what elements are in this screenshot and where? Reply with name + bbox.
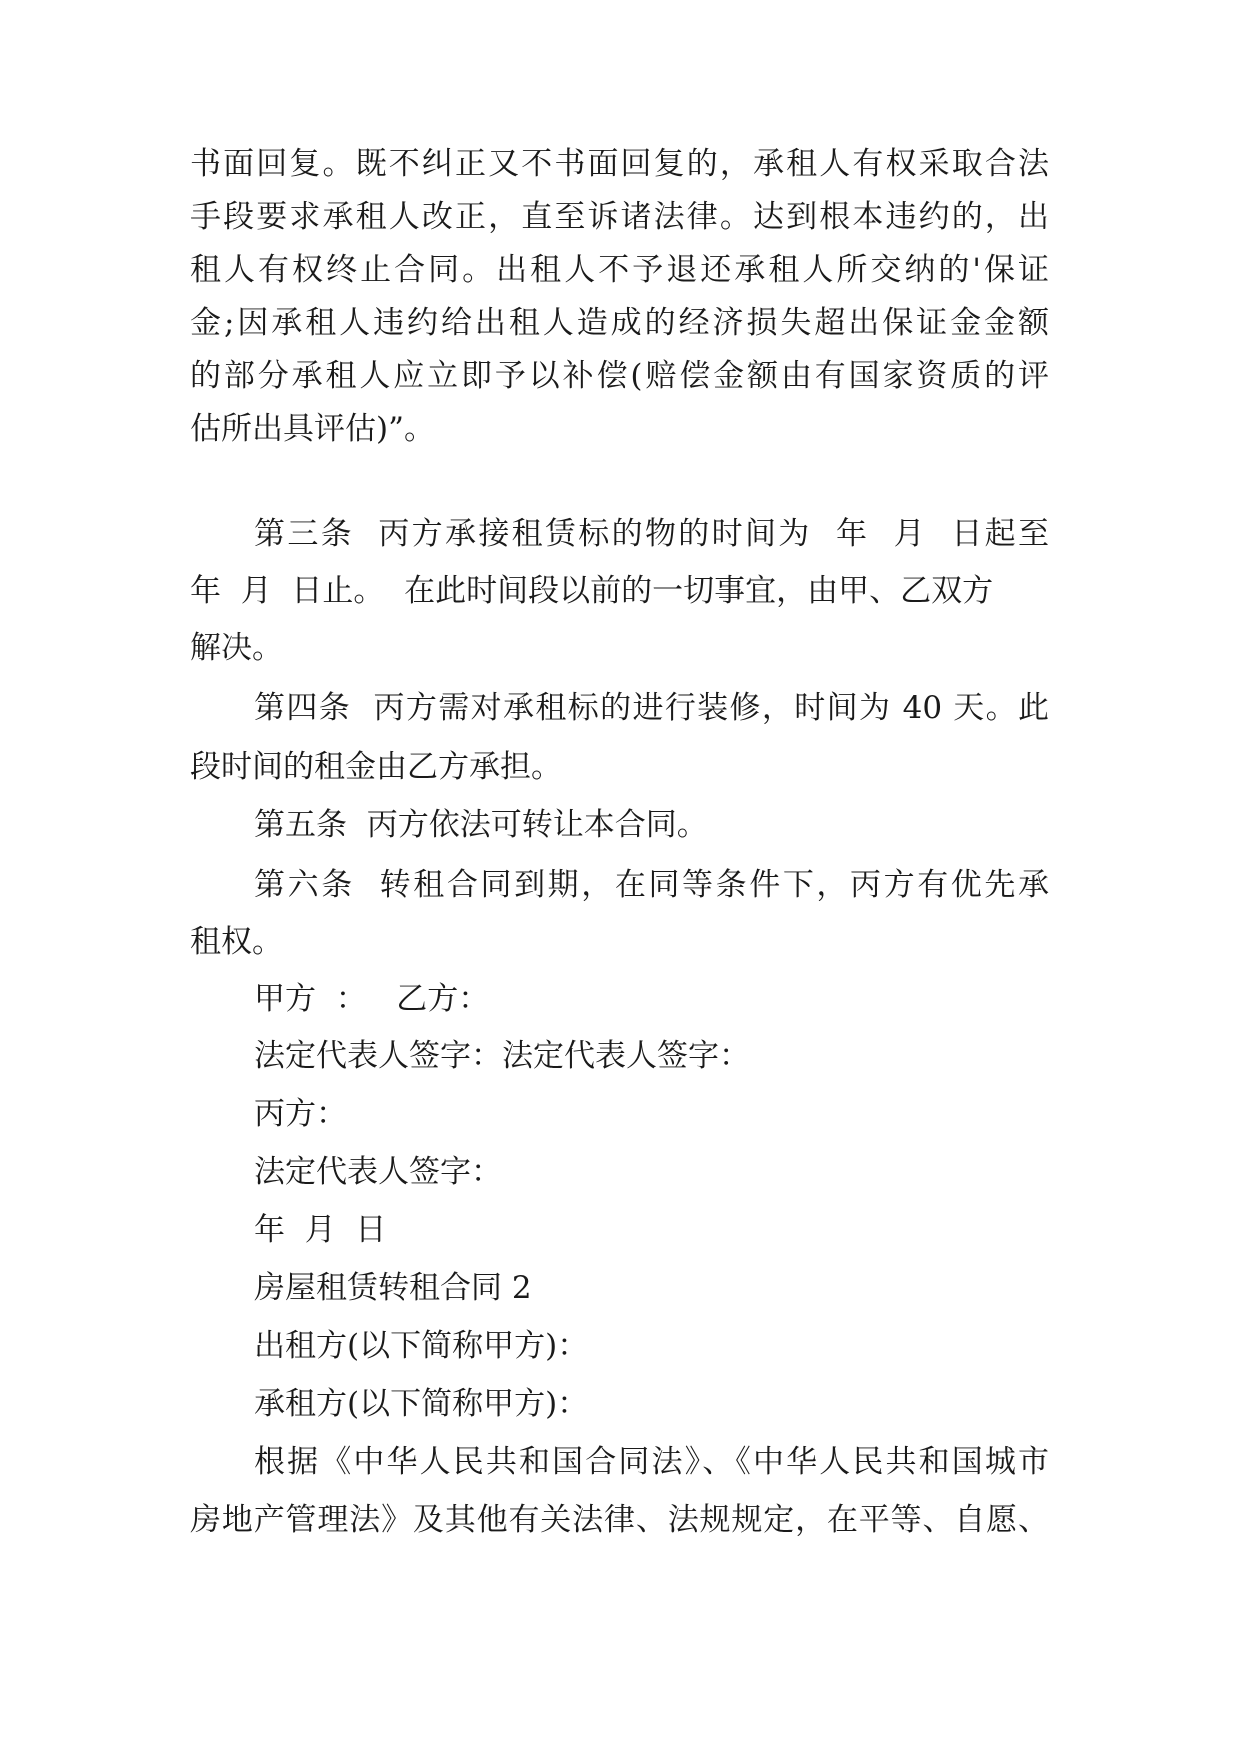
text-line: 段时间的租金由乙方承担。 [190, 749, 562, 785]
text-line: 年 月 日止。 在此时间段以前的一切事宜，由甲、乙双方 [190, 573, 994, 609]
text-line: 书面回复。既不纠正又不书面回复的，承租人有权采取合法 [190, 146, 1049, 182]
representative-signature-line: 法定代表人签字： [254, 1154, 502, 1190]
article-six-line: 第六条 转租合同到期，在同等条件下，丙方有优先承 [254, 867, 1049, 903]
lessee-line: 承租方(以下简称甲方)： [254, 1386, 589, 1422]
text-line: 手段要求承租人改正，直至诉诸法律。达到根本违约的，出 [190, 199, 1049, 235]
party-signatures-line: 甲方 ： 乙方： [254, 981, 490, 1017]
representative-signature-line: 法定代表人签字：法定代表人签字： [254, 1038, 750, 1074]
text-line: 解决。 [190, 630, 283, 666]
preamble-line: 房地产管理法》及其他有关法律、法规规定，在平等、自愿、 [190, 1502, 1049, 1538]
article-three-line: 第三条 丙方承接租赁标的物的时间为 年 月 日起至 [254, 516, 1049, 552]
preamble-line: 根据《中华人民共和国合同法》、《中华人民共和国城市 [254, 1444, 1049, 1480]
party-c-line: 丙方： [254, 1096, 347, 1132]
text-line: 估所出具评估)”。 [190, 411, 435, 447]
contract-title: 房屋租赁转租合同 2 [254, 1270, 532, 1306]
lessor-line: 出租方(以下简称甲方)： [254, 1328, 589, 1364]
text-line: 金;因承租人违约给出租人造成的经济损失超出保证金金额 [190, 305, 1049, 341]
date-line: 年 月 日 [254, 1212, 387, 1248]
article-four-line: 第四条 丙方需对承租标的进行装修，时间为 40 天。此 [254, 690, 1049, 726]
text-line: 租人有权终止合同。出租人不予退还承租人所交纳的'保证 [190, 252, 1049, 288]
article-five-line: 第五条 丙方依法可转让本合同。 [254, 807, 708, 843]
text-line: 的部分承租人应立即予以补偿(赔偿金额由有国家资质的评 [190, 358, 1049, 394]
text-line: 租权。 [190, 924, 283, 960]
